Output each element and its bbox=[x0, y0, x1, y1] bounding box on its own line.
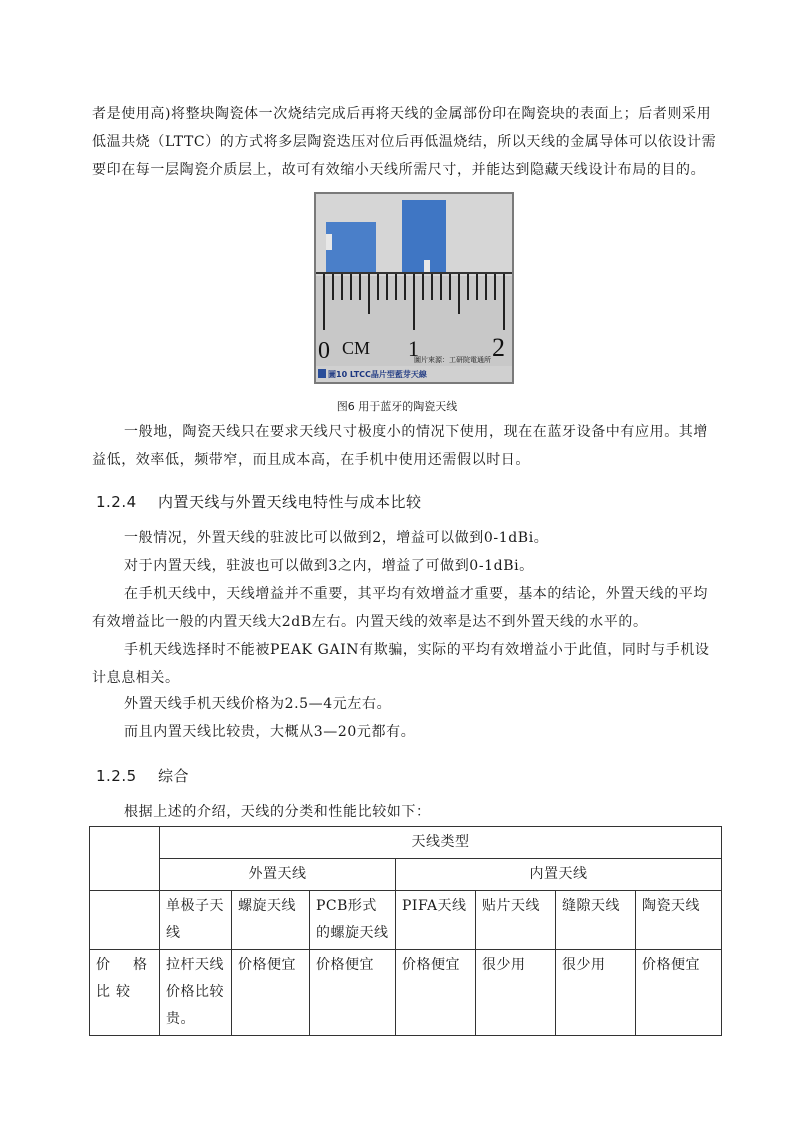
table-corner-cell bbox=[90, 827, 160, 891]
paragraph-vswr-external: 一般情况，外置天线的驻波比可以做到2，增益可以做到0-1dBi。 bbox=[124, 530, 549, 546]
table-cell: 很少用 bbox=[476, 950, 556, 1036]
column-header-patch: 贴片天线 bbox=[476, 891, 556, 950]
column-header-helical: 螺旋天线 bbox=[232, 891, 310, 950]
table-cell: 价格便宜 bbox=[232, 950, 310, 1036]
table-cell: 价格便宜 bbox=[310, 950, 396, 1036]
header-external-antenna: 外置天线 bbox=[160, 859, 396, 891]
column-header-ceramic: 陶瓷天线 bbox=[636, 891, 722, 950]
figure-inner-caption: 圖10 LTCC晶片型藍芽天線 bbox=[328, 370, 427, 379]
table-row bbox=[90, 891, 722, 950]
section-1-2-4-heading bbox=[96, 491, 422, 512]
column-header-slot: 缝隙天线 bbox=[556, 891, 636, 950]
paragraph-internal-price: 而且内置天线比较贵，大概从3—20元都有。 bbox=[124, 724, 416, 740]
antenna-comparison-table bbox=[89, 826, 722, 1036]
section-number: 1.2.5 bbox=[96, 767, 137, 785]
header-antenna-type: 天线类型 bbox=[160, 827, 722, 859]
figure-ceramic-antenna-photo bbox=[314, 192, 514, 384]
comparison-intro-paragraph: 根据上述的介绍，天线的分类和性能比较如下： bbox=[124, 804, 431, 820]
row-label-price: 价格比较 bbox=[90, 950, 160, 1036]
figure-caption: 图6 用于蓝牙的陶瓷天线 bbox=[336, 400, 458, 413]
table-row bbox=[90, 859, 722, 891]
ruler-label-two: 2 bbox=[492, 333, 505, 362]
section-1-2-5-heading bbox=[96, 765, 189, 786]
table-row bbox=[90, 950, 722, 1036]
table-row bbox=[90, 827, 722, 859]
column-header-pcb-helical: PCB形式的螺旋天线 bbox=[310, 891, 396, 950]
header-internal-antenna: 内置天线 bbox=[396, 859, 722, 891]
section-number: 1.2.4 bbox=[96, 493, 137, 511]
ruler-label-one: 1 bbox=[408, 336, 419, 361]
column-header-monopole: 单极子天线 bbox=[160, 891, 232, 950]
ceramic-antenna-paragraph: 一般地，陶瓷天线只在要求天线尺寸极度小的情况下使用，现在在蓝牙设备中有应用。其增益低，效率低，频带窄，而且成本高，在手机中使用还需假以时日。 bbox=[92, 424, 708, 468]
section-title: 内置天线与外置天线电特性与成本比较 bbox=[158, 493, 422, 511]
paragraph-peak-gain: 手机天线选择时不能被PEAK GAIN有欺骗，实际的平均有效增益小于此值，同时与手机设计息息相关。 bbox=[92, 642, 710, 686]
paragraph-vswr-internal: 对于内置天线，驻波也可以做到3之内，增益了可做到0-1dBi。 bbox=[124, 558, 534, 574]
paragraph-average-gain: 在手机天线中，天线增益并不重要，其平均有效增益才重要，基本的结论，外置天线的平均有效增益比一般的内置天线大2dB左右。内置天线的效率是达不到外置天线的水平的。 bbox=[92, 586, 708, 630]
ruler-label-cm: CM bbox=[342, 338, 371, 358]
table-empty-cell bbox=[90, 891, 160, 950]
table-cell: 价格便宜 bbox=[396, 950, 476, 1036]
section-title: 综合 bbox=[158, 767, 190, 785]
intro-paragraph: 者是使用高)将整块陶瓷体一次烧结完成后再将天线的金属部份印在陶瓷块的表面上；后者则采用低温共烧（LTTC）的方式将多层陶瓷迭压对位后再低温烧结，所以天线的金属导体可以依设计需要印在每一层陶瓷介质层上，故可有效缩小天线所需尺寸，并能达到隐藏天线设计布局的目的。 bbox=[92, 106, 717, 178]
table-cell: 价格便宜 bbox=[636, 950, 722, 1036]
ruler-label-zero: 0 bbox=[318, 338, 330, 364]
column-header-pifa: PIFA天线 bbox=[396, 891, 476, 950]
table-cell: 拉杆天线价格比较贵。 bbox=[160, 950, 232, 1036]
paragraph-external-price: 外置天线手机天线价格为2.5—4元左右。 bbox=[124, 696, 392, 712]
table-cell: 很少用 bbox=[556, 950, 636, 1036]
ltcc-antenna-photo bbox=[316, 194, 512, 382]
figure-source-text: 圖片來源：工研院電通所 bbox=[414, 356, 491, 364]
